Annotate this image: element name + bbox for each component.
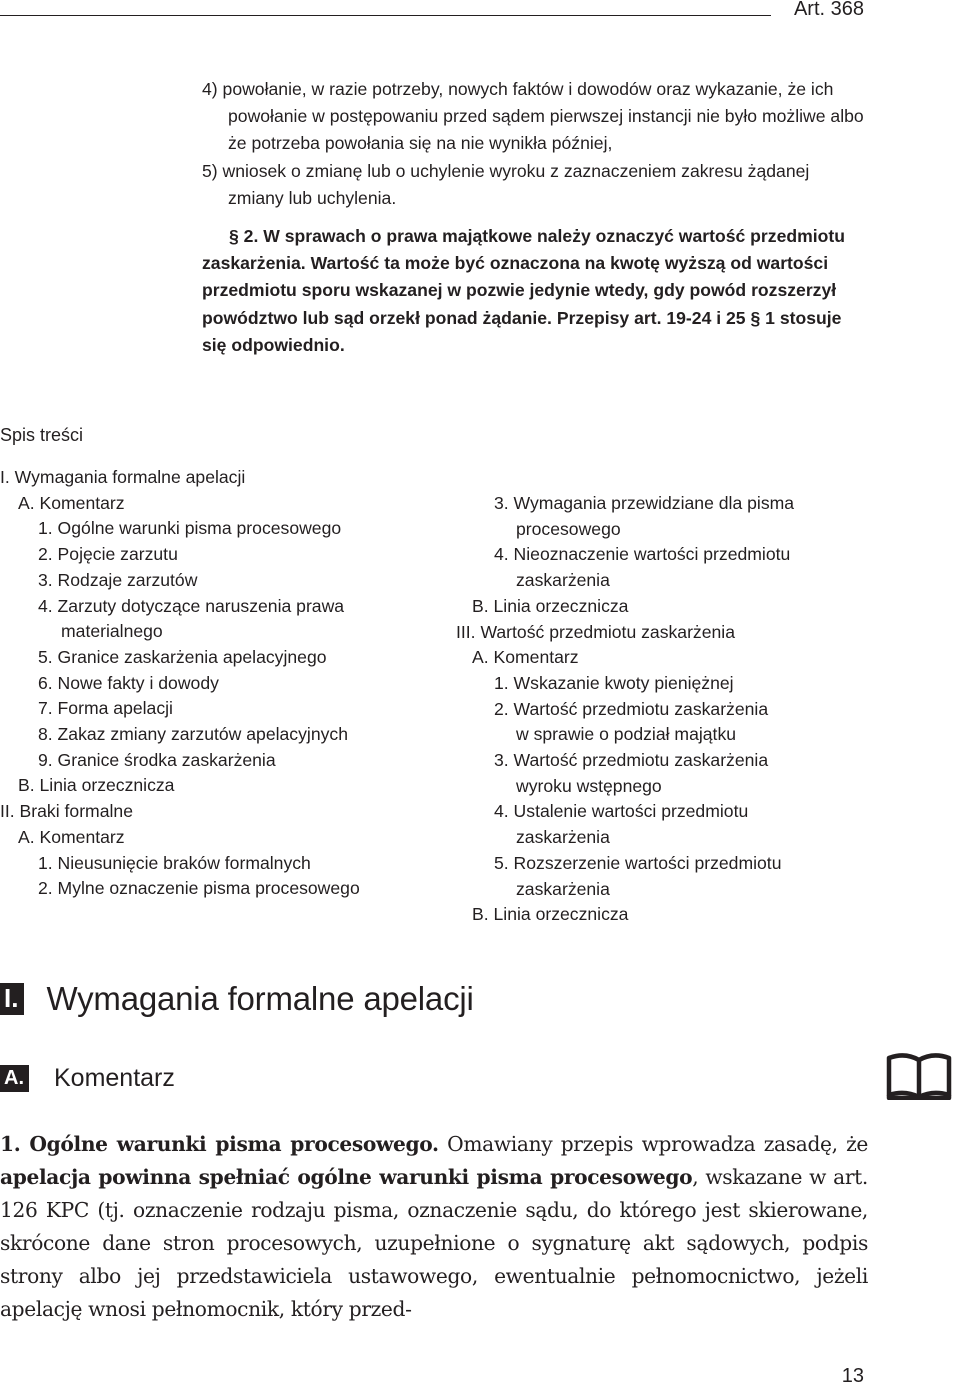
toc-entry: zaskarżenia (516, 827, 610, 848)
toc-entry: zaskarżenia (516, 570, 610, 591)
toc-entry: 2. Pojęcie zarzutu (38, 544, 178, 565)
open-book-icon (885, 1050, 953, 1100)
toc-entry: 9. Granice środka zaskarżenia (38, 749, 276, 770)
toc-entry: w sprawie o podział majątku (516, 724, 737, 745)
commentary-emphasis: apelacja powinna spełniać ogólne warunki pisma procesowego (0, 1165, 693, 1189)
header-rule (0, 15, 771, 16)
toc-right-column (456, 491, 876, 928)
toc-entry: 2. Wartość przedmiotu zaskarżenia (494, 698, 769, 719)
commentary-paragraph (0, 1128, 868, 1326)
toc-entry: 5. Rozszerzenie wartości przedmiotu (494, 852, 782, 873)
toc-entry: 1. Wskazanie kwoty pieniężnej (494, 672, 734, 693)
toc-entry: B. Linia orzecznicza (472, 904, 629, 925)
toc-entry: 3. Rodzaje zarzutów (38, 569, 198, 590)
subsection-title: Komentarz (54, 1064, 175, 1092)
toc-entry: 4. Zarzuty dotyczące naruszenia prawa (38, 595, 345, 616)
toc-entry: III. Wartość przedmiotu zaskarżenia (456, 621, 735, 642)
toc-entry: A. Komentarz (18, 492, 125, 513)
toc-title: Spis treści (0, 425, 84, 445)
toc-entry: 7. Forma apelacji (38, 698, 173, 719)
subsection-heading (0, 1064, 175, 1093)
subsection-badge: A. (0, 1065, 29, 1092)
toc-entry: 8. Zakaz zmiany zarzutów apelacyjnych (38, 724, 348, 745)
toc-entry: wyroku wstępnego (516, 775, 662, 796)
page-number: 13 (841, 1365, 864, 1387)
commentary-text-2: , wskazane w art. 126 KPC (tj. oznaczenie rodzaju pisma, oznaczenie sądu, do którego jest skierowane, skrócone dane stron procesowych, uzupełnione o sygnaturę akt sądowych, podpis strony albo jej przedstawiciela ustawowego, ewentualnie pełnomocnictwo, jeżeli apelację wnosi pełnomocnik, który przed- (0, 1165, 869, 1321)
toc-entry: II. Braki formalne (0, 801, 133, 822)
section-heading (0, 980, 474, 1018)
toc-entry: materialnego (61, 621, 163, 642)
code-paragraph-2-rest: Wartość ta może być oznaczona na kwotę wyższą od wartości przedmiotu sporu wskazanej w pozwie jedynie wtedy, gdy powód rozszerzył powództwo lub sąd orzekł ponad żądanie. Przepisy art. 19-24 i 25 § 1 stosuje się odpowiednio. (202, 253, 842, 355)
code-item-4: 4) powołanie, w razie potrzeby, nowych faktów i dowodów oraz wykazanie, że ich powołanie w postępowaniu przed sądem pierwszej instancji nie było możliwe albo że potrzeba powołania się na nie wynikła później, (202, 79, 864, 154)
code-paragraph-2 (202, 223, 867, 359)
code-text (202, 76, 867, 359)
toc-entry: 1. Nieusunięcie braków formalnych (38, 852, 311, 873)
toc-entry: 4. Nieoznaczenie wartości przedmiotu (494, 544, 791, 565)
section-title: Wymagania formalne apelacji (46, 980, 474, 1017)
running-header-article: Art. 368 (793, 0, 864, 20)
commentary-heading: 1. Ogólne warunki pisma procesowego. (0, 1132, 439, 1156)
toc-entry: B. Linia orzecznicza (18, 775, 175, 796)
toc-entry: A. Komentarz (472, 647, 579, 668)
commentary-text-1: Omawiany przepis wprowadza zasadę, że (438, 1132, 868, 1156)
toc-entry: zaskarżenia (516, 878, 610, 899)
toc-entry: I. Wymagania formalne apelacji (0, 467, 246, 487)
toc-entry: A. Komentarz (18, 826, 125, 847)
section-badge: I. (0, 983, 24, 1015)
toc-entry: 5. Granice zaskarżenia apelacyjnego (38, 646, 327, 667)
code-paragraph-2-lead: § 2. W sprawach o prawa majątkowe należy oznaczyć wartość przedmiotu zaskarżenia. (202, 226, 845, 274)
toc-entry: 3. Wartość przedmiotu zaskarżenia (494, 750, 769, 771)
toc-entry: procesowego (516, 518, 621, 539)
code-item-5: 5) wniosek o zmianę lub o uchylenie wyroku z zaznaczeniem zakresu żądanej zmiany lub uchylenia. (202, 160, 810, 208)
toc-entry: B. Linia orzecznicza (472, 595, 629, 616)
toc-left-column (0, 465, 440, 902)
toc-entry: 6. Nowe fakty i dowody (38, 672, 219, 693)
toc-entry: 2. Mylne oznaczenie pisma procesowego (38, 878, 360, 899)
toc-entry: 4. Ustalenie wartości przedmiotu (494, 801, 749, 822)
toc-entry: 1. Ogólne warunki pisma procesowego (38, 518, 342, 539)
toc-entry: 3. Wymagania przewidziane dla pisma (494, 493, 795, 513)
